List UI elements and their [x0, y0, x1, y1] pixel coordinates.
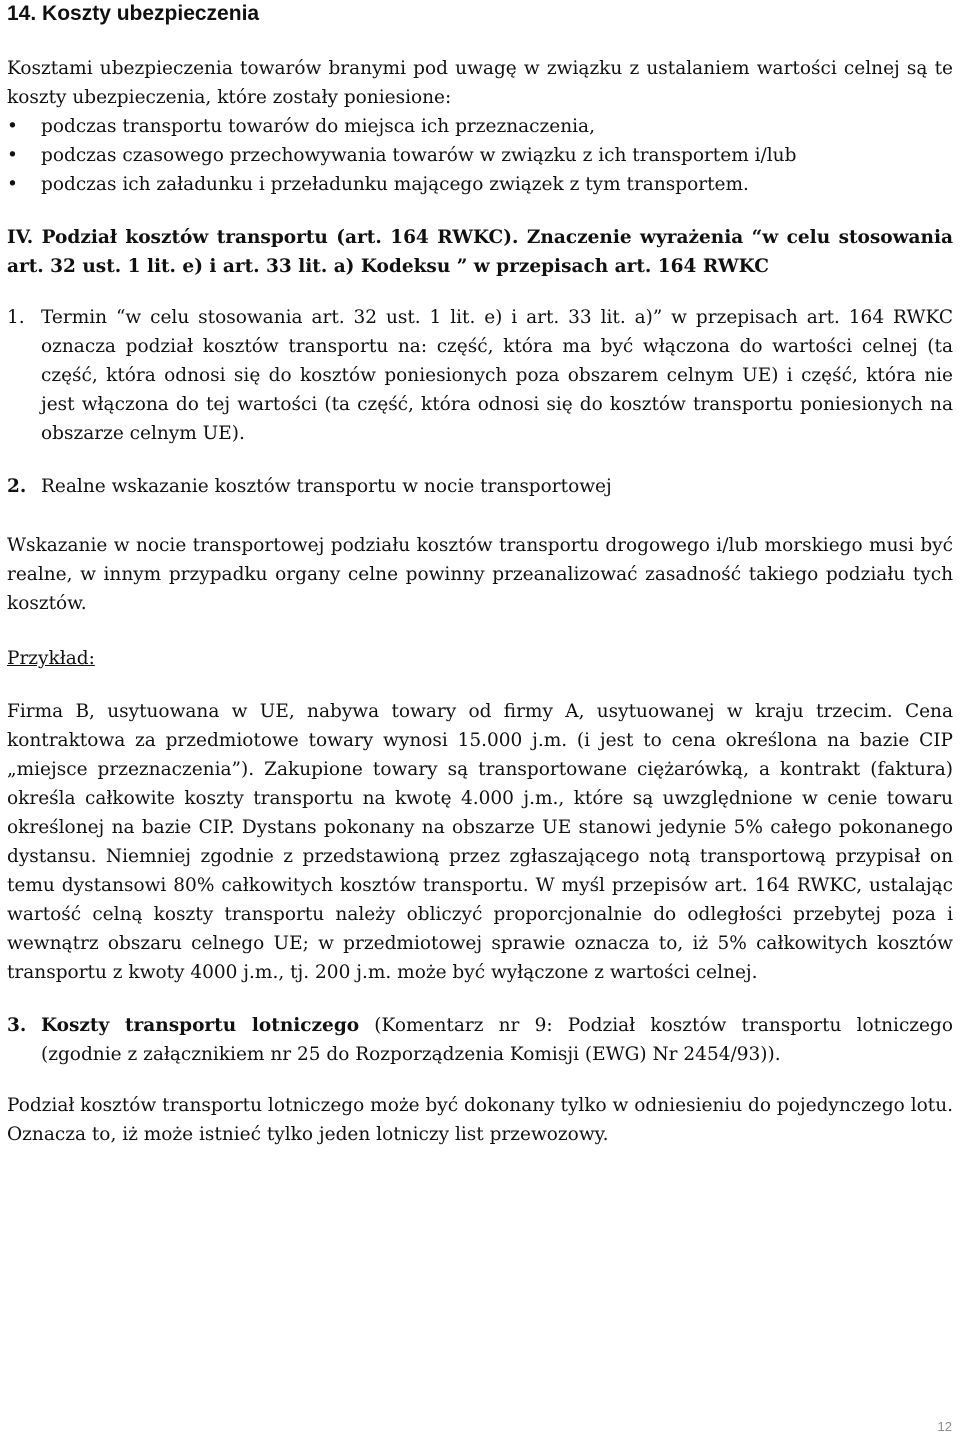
- page-number: 12: [937, 1419, 952, 1434]
- item-number: 3.: [7, 1015, 27, 1036]
- section-iv-heading: IV. Podział kosztów transportu (art. 164 RWKC). Znaczenie wyrażenia “w celu stosowania art. 32 ust. 1 lit. e) i art. 33 lit. a) Kodeksu ” w przepisach art. 164 RWKC: [7, 227, 953, 277]
- intro-paragraph: Kosztami ubezpieczenia towarów branymi pod uwagę w związku z ustalaniem wartości celnej są te koszty ubezpieczenia, które zostały poniesione:: [7, 58, 953, 108]
- item-number: 2.: [7, 476, 27, 497]
- item-text: (Komentarz nr 9: Podział kosztów transportu lotniczego (zgodnie z załącznikiem nr 25 do Rozporządzenia Komisji (EWG) Nr 2454/93)).: [41, 1015, 953, 1065]
- list-item: [7, 141, 953, 170]
- item-text: Realne wskazanie kosztów transportu w nocie transportowej: [41, 476, 612, 497]
- numbered-item-2: [7, 472, 953, 501]
- example-paragraph: Firma B, usytuowana w UE, nabywa towary od firmy A, usytuowanej w kraju trzecim. Cena kontraktowa za przedmiotowe towary wynosi 15.000 j.m. (i jest to cena określona na bazie CIP „miejsce przeznaczenia”). Zakupione towary są transportowane ciężarówką, a kontrakt (faktura) określa całkowite koszty transportu na kwotę 4.000 j.m., które są uwzględnione w cenie towaru określonej na bazie CIP. Dystans pokonany na obszarze UE stanowi jedynie 5% całego pokonanego dystansu. Niemniej zgodnie z przedstawioną przez zgłaszającego notą transportową przypisał on temu dystansowi 80% całkowitych kosztów transportu. W myśl przepisów art. 164 RWKC, ustalając wartość celną koszty transportu należy obliczyć proporcjonalnie do odległości przebytej poza i wewnątrz obszaru celnego UE; w przedmiotowej sprawie oznacza to, iż 5% całkowitych kosztów transportu z kwoty 4000 j.m., tj. 200 j.m. może być wyłączone z wartości celnej.: [7, 701, 953, 983]
- bullet-icon: •: [7, 174, 18, 195]
- bullet-list: [7, 112, 953, 199]
- item-text: Termin “w celu stosowania art. 32 ust. 1 lit. e) i art. 33 lit. a)” w przepisach art. 164 RWKC oznacza podział kosztów transportu na: część, która ma być włączona do wartości celnej (ta część, która odnosi się do kosztów poniesionych poza obszarem celnym UE) i część, która nie jest włączona do tej wartości (ta część, która odnosi się do kosztów transportu poniesionych na obszarze celnym UE).: [41, 307, 953, 444]
- list-item-text: podczas czasowego przechowywania towarów w związku z ich transportem i/lub: [41, 145, 797, 166]
- numbered-item-1: [7, 303, 953, 448]
- item-bold-title: Koszty transportu lotniczego: [41, 1015, 360, 1036]
- section-heading: 14. Koszty ubezpieczenia: [7, 2, 260, 25]
- air-transport-paragraph: Podział kosztów transportu lotniczego może być dokonany tylko w odniesieniu do pojedynczego lotu. Oznacza to, iż może istnieć tylko jeden lotniczy list przewozowy.: [7, 1095, 953, 1145]
- wskazanie-paragraph: Wskazanie w nocie transportowej podziału kosztów transportu drogowego i/lub morskiego musi być realne, w innym przypadku organy celne powinny przeanalizować zasadność takiego podziału tych kosztów.: [7, 535, 953, 614]
- list-item: [7, 170, 953, 199]
- numbered-item-3: [7, 1011, 953, 1069]
- document-page: [7, 0, 953, 1149]
- list-item-text: podczas ich załadunku i przeładunku mającego związek z tym transportem.: [41, 174, 749, 195]
- bullet-icon: •: [7, 145, 18, 166]
- list-item-text: podczas transportu towarów do miejsca ich przeznaczenia,: [41, 116, 595, 137]
- item-number: 1.: [7, 307, 25, 328]
- list-item: [7, 112, 953, 141]
- bullet-icon: •: [7, 116, 18, 137]
- example-label: Przykład:: [7, 648, 95, 669]
